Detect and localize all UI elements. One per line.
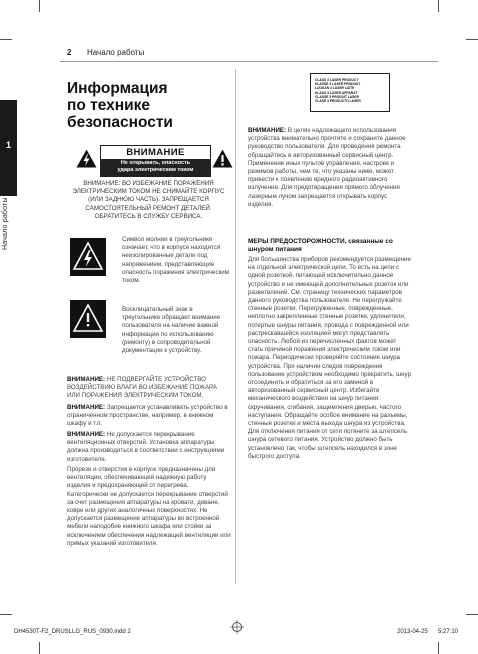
warning-bold-label: ВНИМАНИЕ: <box>67 376 106 383</box>
footer-time: 5:27:10 <box>438 629 459 635</box>
crop-mark <box>0 614 12 615</box>
laser-label-line: KLASS 3 LASER APPARAT <box>315 90 358 95</box>
crop-mark <box>438 0 439 12</box>
laser-label-line: CLASE 3 PRODUCTO LÁSER <box>315 99 361 104</box>
warning-paragraph <box>67 404 231 429</box>
laser-label-line: KLASSE 3 LASER PRODUKT <box>315 82 361 87</box>
chapter-number: 1 <box>5 140 11 150</box>
crop-mark <box>39 642 40 654</box>
warning-paragraph <box>67 431 231 464</box>
warning-text: Запрещается устанавливать устройство в ограниченном пространстве, например, в книжном шкафу и т.п. <box>67 404 228 428</box>
lightning-symbol-text: Символ молнии в треугольнике означает, что в корпусе находятся неизолированные детали под напряжением, представляющие опасность поражения электрическим током. <box>122 236 230 285</box>
section-title: Начало работы <box>87 48 145 57</box>
crop-mark <box>466 39 478 40</box>
title-line: Информация <box>67 80 168 97</box>
column-divider <box>235 69 236 584</box>
crop-mark <box>466 614 478 615</box>
warning-bold-label: ВНИМАНИЕ: <box>248 127 287 134</box>
warning-caps-text: ВНИМАНИЕ: ВО ИЗБЕЖАНИЕ ПОРАЖЕНИЯ ЭЛЕКТРИЧЕСКИМ ТОКОМ НЕ СНИМАЙТЕ КОРПУС (ИЛИ ЗАДНЮЮ ЧАСТЬ). ЗАПРЕЩАЕТСЯ САМОСТОЯТЕЛЬНЫЙ РЕМОНТ ДЕТАЛЕЙ. ОБРАТИТЕСЬ В СЛУЖБУ СЕРВИСА. <box>72 180 225 220</box>
laser-label-line: LUOKAN 3 LASER LAITE <box>315 86 355 91</box>
power-cord-paragraph: Для большинства приборов рекомендуется размещение на отдельной электрической цепи. То есть на цепи с одной розеткой, питающей исключительно данное устройство и не имеющей дополнительных розеток или разветвлений. См. страницу технических параметров данного руководства пользователя. Не перегружайте стенные розетки. Перегруженные, поврежденные, неплотно закрепленные стенные розетки, удлинители, потертые шнуры питания, провода с поврежденной или растрескавшейся изоляцией могут представлять опасность. Любой из перечисленных фактов может стать причиной поражения электрическим током или пожара. Периодически проверяйте состояние шнура устройства. При наличии следов повреждения пользование устройством необходимо прекратить, шнур отсоединить и обратиться за его заменой в авторизованный сервисный центр. Избегайте механического воздействия на шнур питания: скручивания, сгибания, защемления дверью, частого наступания. Обращайте особое внимание на разъемы, стенные розетки и места выхода шнура из устройства. Для отключения питания от сети потяните за штепсель шнура сетевого питания. Устройство должно быть установлено так, чтобы штепсель находился в зоне быстрого доступа. <box>248 256 412 460</box>
ventilation-paragraph <box>67 466 231 548</box>
power-cord-heading: МЕРЫ ПРЕДОСТОРОЖНОСТИ, связанные со шнуром питания <box>248 238 393 254</box>
header-rule <box>60 61 438 62</box>
registration-mark-icon <box>230 620 244 634</box>
chapter-label: Начало работы <box>2 197 9 250</box>
exclamation-warning-icon <box>212 149 233 168</box>
page-number: 2 <box>67 48 72 57</box>
crop-mark <box>438 642 439 654</box>
caution-subtext-line: Не открывать, опасность <box>120 160 191 166</box>
laser-label-lines <box>315 78 361 103</box>
caution-box <box>100 145 211 177</box>
lightning-warning-icon <box>76 149 97 168</box>
crop-mark <box>0 39 12 40</box>
warning-bold-label: ВНИМАНИЕ: <box>67 404 106 411</box>
title-line: по технике <box>67 97 151 114</box>
exclamation-symbol-text: Восклицательный знак в треугольнике обращает внимание пользователя на наличие важной информации по использованию (ремонту) в сопроводительной документации к устройству. <box>122 306 221 355</box>
warning-bold-label: ВНИМАНИЕ: <box>67 431 106 438</box>
exclamation-symbol-icon <box>70 300 106 338</box>
laser-class-label <box>310 73 390 112</box>
page-title <box>67 80 217 131</box>
footer-date: 2013-04-25 <box>397 629 428 635</box>
laser-label-line: CLASSE 3 PRODUIT LASER <box>315 94 359 99</box>
warning-text: НЕ ПОДВЕРГАЙТЕ УСТРОЙСТВО ВОЗДЕЙСТВИЮ ВЛАГИ ВО ИЗБЕЖАНИЕ ПОЖАРА ИЛИ ПОРАЖЕНИЯ ЭЛЕКТРИЧЕСКИМ ТОКОМ. <box>67 376 217 400</box>
warning-text: Не допускается перекрывание вентиляционных отверстий. Установка аппаратуры должна производиться в соответствии с инструкциями изготовителя. <box>67 431 225 463</box>
footer-filename: DH4530T-F2_DRUSLLG_RUS_0930.indd 2 <box>14 629 131 635</box>
crop-mark <box>39 0 40 12</box>
laser-warning-paragraph <box>248 127 413 209</box>
ventilation-text: Прорези и отверстия в корпусе предназначены для вентиляции, обеспечивающей надежную работу изделия и предохраняющей от перегрева. Категорически не допускается перекрывание отверстий за счет размещения аппаратуры на кровати, диване, ковре или других аналогичных поверхностях. Не допускается размещение аппаратуры во встроенной мебели наподобие книжного шкафа или стойки за исключением обеспечения надлежащей вентиляции или прямых указаний изготовителя. <box>67 466 231 547</box>
caution-heading: ВНИМАНИЕ <box>126 147 185 158</box>
title-line: безопасности <box>67 114 173 131</box>
lightning-symbol-icon <box>70 238 106 276</box>
laser-warning-text: В целях надлежащего использования устройства внимательно прочтите и сохраните данное руководство пользователя. Для проведения ремонта обращайтесь в авторизованный сервисный центр. Применение иных пультов управления, настроек и режимов работы, чем те, что указаны ниже, может привести к появлению вредного радиоактивного излучения. Для предотвращения прямого облучения лазерным лучом запрещается открывать корпус изделия. <box>248 127 406 208</box>
caution-subtext <box>101 159 210 176</box>
warning-paragraph <box>67 376 231 401</box>
caution-subtext-line: удара электрическим током <box>117 167 194 173</box>
laser-label-line: CLASS 3 LASER PRODUCT <box>315 78 359 82</box>
